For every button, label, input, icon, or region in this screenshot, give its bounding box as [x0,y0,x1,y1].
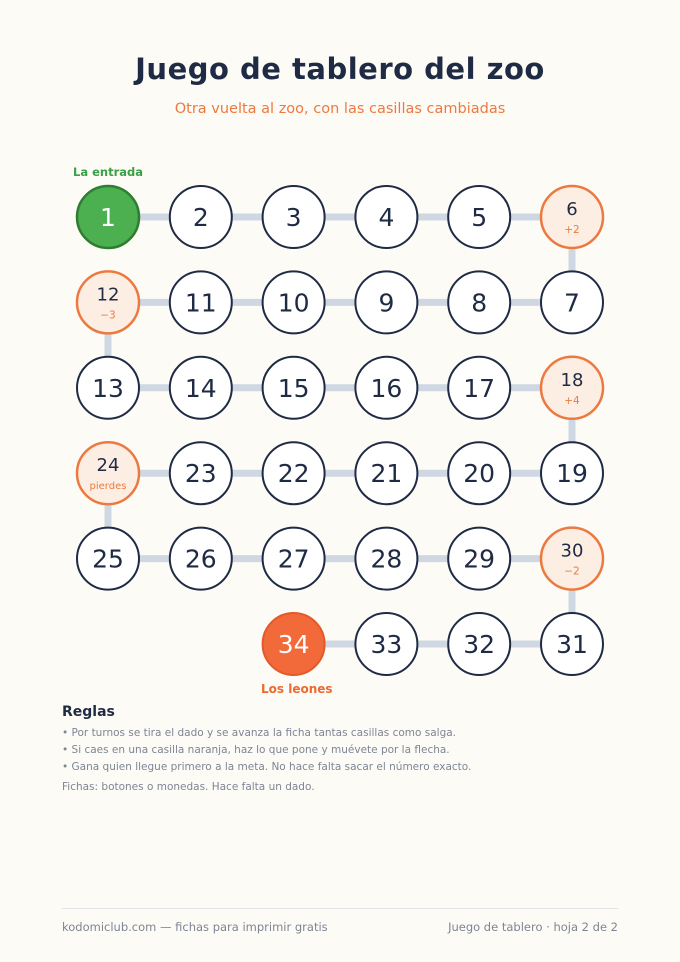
square-number: 5 [471,203,488,232]
start-label: La entrada [73,165,143,179]
square-number: 24 [96,455,120,477]
board-square-1 [77,186,139,248]
materials-note: Fichas: botones o monedas. Hace falta un dado. [62,781,315,793]
square-effect: pierdes [89,481,127,493]
square-number: 28 [370,544,403,574]
board-square-29 [448,528,510,590]
board-square-22 [263,442,325,504]
square-number: 33 [370,630,403,659]
square-number: 12 [96,284,120,306]
square-number: 6 [566,199,578,220]
square-number: 27 [277,544,310,574]
board-square-18 [541,357,603,419]
square-effect: +2 [564,224,580,236]
square-number: 34 [277,630,310,659]
square-number: 3 [285,203,302,232]
board-square-26 [170,528,232,590]
board-square-31 [541,613,603,675]
board-square-3 [263,186,325,248]
board-square-11 [170,271,232,333]
board-square-16 [355,357,417,419]
board-square-21 [355,442,417,504]
rules-list [62,727,471,778]
footer-site: kodomiclub.com — fichas para imprimir gratis [62,920,328,934]
board-square-9 [355,271,417,333]
square-number: 20 [463,459,496,489]
board-square-8 [448,271,510,333]
square-number: 19 [556,459,588,489]
square-effect: −2 [564,565,580,578]
board-square-5 [448,186,510,248]
board-square-27 [263,528,325,590]
square-number: 30 [560,540,584,562]
square-number: 13 [92,373,124,403]
rule-item: • Si caes en una casilla naranja, haz lo que pone y muévete por la flecha. [62,744,450,756]
footer-divider [62,908,618,909]
square-effect: +4 [564,394,580,407]
board-square-4 [355,186,417,248]
square-number: 8 [471,288,488,318]
square-number: 32 [463,630,496,659]
board-square-10 [263,271,325,333]
board-square-17 [448,357,510,419]
board-square-28 [355,528,417,590]
square-number: 29 [463,544,496,574]
rules-title: Reglas [62,704,115,720]
square-number: 23 [184,459,217,489]
square-number: 26 [184,544,217,574]
page-subtitle: Otra vuelta al zoo, con las casillas cambiadas [174,101,506,117]
board-square-24 [77,442,139,504]
board-square-12 [77,271,139,333]
square-number: 14 [184,373,217,403]
board-square-30 [541,528,603,590]
board-square-14 [170,357,232,419]
square-number: 25 [92,544,124,574]
square-number: 7 [564,288,580,318]
rule-item: • Gana quien llegue primero a la meta. No hace falta sacar el número exacto. [62,761,472,773]
board-square-6 [541,186,603,248]
board-square-20 [448,442,510,504]
board-square-7 [541,271,603,333]
board-square-13 [77,357,139,419]
square-number: 10 [277,288,310,318]
square-number: 15 [277,373,310,403]
board-square-23 [170,442,232,504]
square-number: 21 [370,459,403,489]
board-square-33 [355,613,417,675]
square-number: 22 [277,459,310,489]
square-number: 18 [560,369,584,391]
square-number: 31 [556,630,588,659]
goal-label: Los leones [261,682,333,696]
board-square-34 [263,613,325,675]
board-square-15 [263,357,325,419]
square-number: 11 [184,288,217,318]
board-square-2 [170,186,232,248]
square-number: 9 [378,288,395,318]
rule-item: • Por turnos se tira el dado y se avanza la ficha tantas casillas como salga. [62,727,457,739]
square-number: 17 [463,373,496,403]
footer-page-info: Juego de tablero · hoja 2 de 2 [448,920,618,934]
board-square-19 [541,442,603,504]
board-square-32 [448,613,510,675]
square-number: 16 [370,373,403,403]
board-square-25 [77,528,139,590]
square-number: 1 [100,203,116,232]
square-effect: −3 [100,309,116,322]
page-title: Juego de tablero del zoo [135,52,545,86]
square-number: 4 [378,203,395,232]
square-number: 2 [192,203,209,232]
